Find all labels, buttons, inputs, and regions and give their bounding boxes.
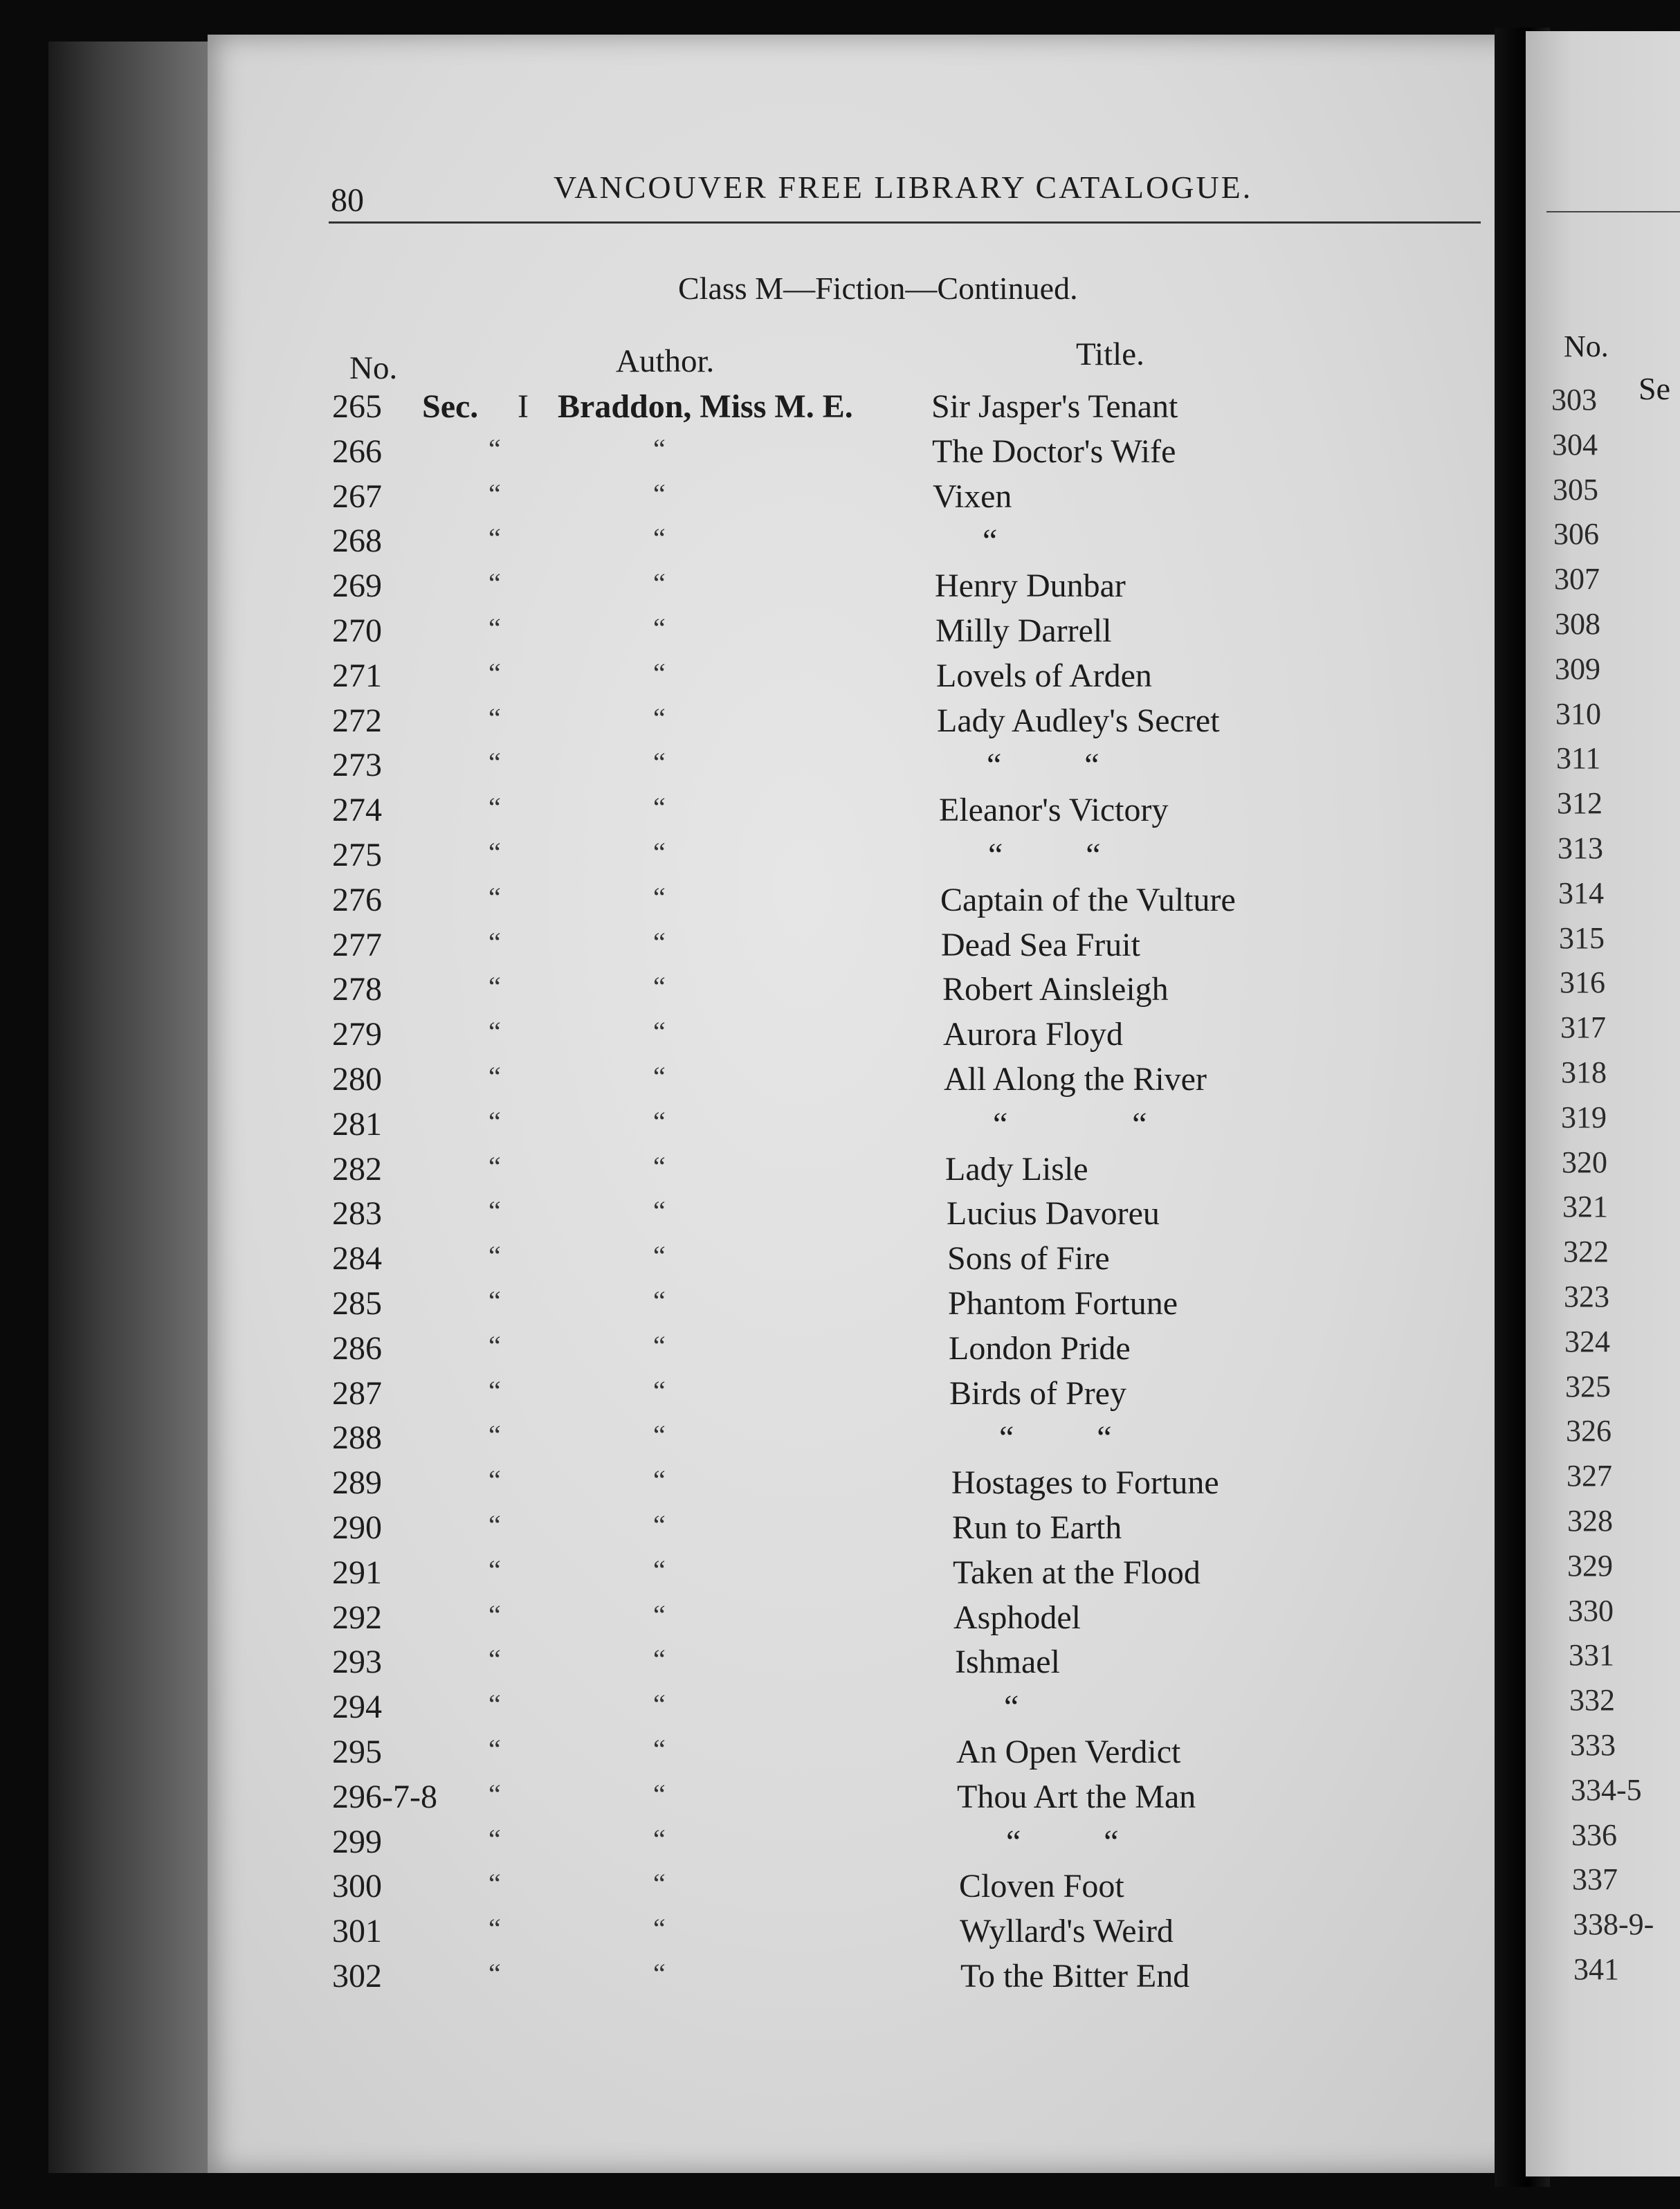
table-row xyxy=(0,1060,1315,1102)
title-ditto: “ “ xyxy=(988,837,1101,873)
entry-title: Taken at the Flood xyxy=(953,1554,1200,1591)
section-ditto: “ xyxy=(489,1151,501,1182)
author-ditto: “ xyxy=(653,971,666,1002)
entry-number: 269 xyxy=(332,567,382,604)
page-number: 80 xyxy=(331,182,364,219)
facing-page-entry-number: 333 xyxy=(1570,1728,1616,1762)
facing-page-entry-number: 321 xyxy=(1562,1190,1608,1224)
author-ditto: “ xyxy=(653,1285,666,1316)
facing-page-entry-number: 310 xyxy=(1555,697,1601,731)
section-ditto: “ xyxy=(489,837,501,868)
author-ditto: “ xyxy=(653,522,666,554)
entry-number: 272 xyxy=(332,702,382,739)
catalogue-title: VANCOUVER FREE LIBRARY CATALOGUE. xyxy=(554,170,1253,205)
entry-title: Milly Darrell xyxy=(935,612,1112,649)
title-ditto: “ “ xyxy=(993,1106,1147,1143)
entry-number: 286 xyxy=(332,1330,382,1367)
facing-page-entry-number: 338-9- xyxy=(1573,1907,1654,1941)
entry-title: Phantom Fortune xyxy=(948,1285,1178,1322)
table-row xyxy=(0,1599,1315,1640)
table-row xyxy=(0,1150,1315,1192)
facing-page-entry-number: 312 xyxy=(1557,786,1603,820)
section-ditto: “ xyxy=(489,657,501,689)
author-ditto: “ xyxy=(653,1240,666,1271)
facing-page-entry-number: 331 xyxy=(1569,1638,1614,1672)
entry-title: All Along the River xyxy=(944,1061,1207,1098)
table-row xyxy=(0,1509,1315,1550)
table-row xyxy=(0,1823,1315,1864)
entry-number: 301 xyxy=(332,1913,382,1949)
table-row xyxy=(0,1688,1315,1729)
author-ditto: “ xyxy=(653,612,666,644)
facing-page-entry-number: 334-5 xyxy=(1571,1773,1642,1807)
author-ditto: “ xyxy=(653,1061,666,1092)
author-ditto: “ xyxy=(653,1734,666,1765)
author-ditto: “ xyxy=(653,657,666,689)
entry-title: Lovels of Arden xyxy=(936,657,1152,694)
section-ditto: “ xyxy=(489,1644,501,1675)
facing-page-entry-number: 308 xyxy=(1555,607,1600,641)
facing-page-entry-number: 325 xyxy=(1565,1370,1611,1403)
section-ditto: “ xyxy=(489,522,501,554)
facing-page-entry-number: 304 xyxy=(1552,428,1598,462)
section-ditto: “ xyxy=(489,882,501,913)
facing-page-column-no: No. xyxy=(1564,329,1609,363)
table-row xyxy=(0,791,1315,833)
facing-page-sec-fragment: Se xyxy=(1638,371,1670,406)
section-ditto: “ xyxy=(489,1330,501,1361)
facing-page-entry-number: 303 xyxy=(1551,383,1597,417)
entry-title: Ishmael xyxy=(955,1644,1060,1680)
facing-page-entry-number: 311 xyxy=(1556,741,1601,775)
entry-number: 296-7-8 xyxy=(332,1779,437,1815)
table-row xyxy=(0,746,1315,788)
author-ditto: “ xyxy=(653,792,666,823)
entry-number: 282 xyxy=(332,1151,382,1188)
entry-number: 291 xyxy=(332,1554,382,1591)
author-ditto: “ xyxy=(653,1868,666,1899)
table-row xyxy=(0,388,1315,429)
entry-number: 276 xyxy=(332,882,382,918)
table-row xyxy=(0,1867,1315,1909)
author-ditto: “ xyxy=(653,1554,666,1585)
entry-number: 284 xyxy=(332,1240,382,1277)
section-ditto: “ xyxy=(489,1509,501,1540)
author-ditto: “ xyxy=(653,1913,666,1944)
entry-number: 270 xyxy=(332,612,382,649)
entry-title: Hostages to Fortune xyxy=(951,1464,1219,1501)
author-ditto: “ xyxy=(653,1599,666,1630)
table-row xyxy=(0,1284,1315,1326)
entry-title: Wyllard's Weird xyxy=(960,1913,1174,1949)
facing-page-entry-number: 337 xyxy=(1572,1862,1618,1896)
title-ditto: “ xyxy=(1004,1689,1019,1725)
facing-page-entry-number: 313 xyxy=(1558,831,1603,865)
section-ditto: “ xyxy=(489,1868,501,1899)
title-ditto: “ xyxy=(983,522,998,559)
author-ditto: “ xyxy=(653,1016,666,1047)
entry-title: Thou Art the Man xyxy=(957,1779,1196,1815)
header-rule xyxy=(329,221,1481,224)
entry-title: Birds of Prey xyxy=(949,1375,1126,1412)
facing-page-entry-number: 317 xyxy=(1560,1010,1606,1044)
table-row xyxy=(0,1239,1315,1281)
section-ditto: “ xyxy=(489,927,501,958)
table-row xyxy=(0,1015,1315,1057)
column-header-author: Author. xyxy=(616,343,715,379)
section-ditto: “ xyxy=(489,478,501,509)
table-row xyxy=(0,433,1315,474)
entry-title: Robert Ainsleigh xyxy=(942,971,1169,1008)
author-ditto: “ xyxy=(653,1375,666,1406)
entry-title: Eleanor's Victory xyxy=(939,792,1169,828)
entry-number: 278 xyxy=(332,971,382,1008)
section-ditto: “ xyxy=(489,971,501,1002)
section-ditto: “ xyxy=(489,1240,501,1271)
author-ditto: “ xyxy=(653,1958,666,1989)
entry-number: 293 xyxy=(332,1644,382,1680)
table-row xyxy=(0,1957,1315,1999)
facing-page-entry-number: 330 xyxy=(1568,1594,1614,1628)
section-ditto: “ xyxy=(489,1554,501,1585)
section-ditto: “ xyxy=(489,792,501,823)
facing-page-entry-number: 305 xyxy=(1553,473,1598,507)
section-ditto: “ xyxy=(489,1375,501,1406)
author-ditto: “ xyxy=(653,702,666,734)
column-header-no: No. xyxy=(349,350,398,386)
facing-page-entry-number: 328 xyxy=(1567,1504,1613,1538)
facing-page-entry-number: 323 xyxy=(1564,1280,1609,1313)
facing-page-entry-number: 341 xyxy=(1573,1952,1619,1986)
section-ditto: “ xyxy=(489,1599,501,1630)
entry-number: 287 xyxy=(332,1375,382,1412)
table-row xyxy=(0,1464,1315,1505)
entry-number: 268 xyxy=(332,522,382,559)
entry-title: Lucius Davoreu xyxy=(947,1195,1160,1232)
entry-author: Braddon, Miss M. E. xyxy=(558,388,853,425)
facing-page-entry-number: 320 xyxy=(1562,1145,1607,1179)
table-row xyxy=(0,881,1315,922)
facing-page-entry-number: 332 xyxy=(1569,1683,1615,1717)
entry-title: Sons of Fire xyxy=(947,1240,1110,1277)
entry-title: Aurora Floyd xyxy=(943,1016,1123,1053)
author-ditto: “ xyxy=(653,1509,666,1540)
author-ditto: “ xyxy=(653,567,666,599)
section-ditto: “ xyxy=(489,1061,501,1092)
section-ditto: “ xyxy=(489,702,501,734)
entry-title: To the Bitter End xyxy=(960,1958,1190,1994)
facing-page-entry-number: 318 xyxy=(1561,1055,1607,1089)
table-row xyxy=(0,1733,1315,1774)
section-ditto: “ xyxy=(489,1464,501,1496)
table-row xyxy=(0,1554,1315,1595)
section-ditto: “ xyxy=(489,1419,501,1451)
entry-number: 281 xyxy=(332,1106,382,1143)
author-ditto: “ xyxy=(653,1330,666,1361)
table-row xyxy=(0,1778,1315,1819)
facing-page-rule xyxy=(1546,211,1680,212)
entry-number: 267 xyxy=(332,478,382,515)
section-ditto: “ xyxy=(489,747,501,778)
author-ditto: “ xyxy=(653,1151,666,1182)
table-row xyxy=(0,478,1315,519)
facing-page-entry-number: 322 xyxy=(1563,1235,1609,1269)
table-row xyxy=(0,836,1315,878)
author-ditto: “ xyxy=(653,927,666,958)
table-row xyxy=(0,970,1315,1012)
entry-title: Dead Sea Fruit xyxy=(941,927,1140,963)
facing-page-entry-number: 319 xyxy=(1561,1100,1607,1134)
entry-title: Vixen xyxy=(933,478,1012,515)
author-ditto: “ xyxy=(653,1106,666,1137)
section-ditto: “ xyxy=(489,1913,501,1944)
entry-title: London Pride xyxy=(949,1330,1131,1367)
facing-page-entry-number: 324 xyxy=(1564,1325,1610,1358)
table-row xyxy=(0,1643,1315,1684)
table-row xyxy=(0,926,1315,967)
entry-number: 299 xyxy=(332,1824,382,1860)
table-row xyxy=(0,1912,1315,1954)
section-ditto: “ xyxy=(489,1824,501,1855)
class-heading: Class M—Fiction—Continued. xyxy=(678,271,1078,306)
entry-number: 277 xyxy=(332,927,382,963)
facing-page-entry-number: 329 xyxy=(1567,1549,1613,1583)
entry-number: 279 xyxy=(332,1016,382,1053)
table-row xyxy=(0,1194,1315,1236)
entry-number: 271 xyxy=(332,657,382,694)
entry-number: 280 xyxy=(332,1061,382,1098)
entry-number: 294 xyxy=(332,1689,382,1725)
entry-title: Asphodel xyxy=(953,1599,1081,1636)
section-ditto: “ xyxy=(489,1734,501,1765)
entry-number: 302 xyxy=(332,1958,382,1994)
facing-page-entry-number: 336 xyxy=(1571,1818,1617,1852)
section-ditto: “ xyxy=(489,433,501,464)
entry-title: Sir Jasper's Tenant xyxy=(931,388,1178,425)
section-ditto: “ xyxy=(489,612,501,644)
table-row xyxy=(0,1419,1315,1460)
entry-number: 266 xyxy=(332,433,382,470)
author-ditto: “ xyxy=(653,747,666,778)
facing-page-entry-number: 315 xyxy=(1559,921,1605,955)
table-row xyxy=(0,1105,1315,1147)
column-header-title: Title. xyxy=(1076,336,1144,372)
entry-section: Sec. xyxy=(422,388,479,425)
author-ditto: “ xyxy=(653,1195,666,1226)
entry-number: 290 xyxy=(332,1509,382,1546)
entry-title: Captain of the Vulture xyxy=(940,882,1236,918)
entry-title: Lady Lisle xyxy=(945,1151,1088,1188)
facing-page-entry-number: 327 xyxy=(1567,1459,1612,1493)
section-ditto: “ xyxy=(489,1106,501,1137)
entry-number: 275 xyxy=(332,837,382,873)
author-ditto: “ xyxy=(653,1644,666,1675)
entry-number: 274 xyxy=(332,792,382,828)
table-row xyxy=(0,522,1315,563)
section-ditto: “ xyxy=(489,1016,501,1047)
table-row xyxy=(0,1374,1315,1416)
table-row xyxy=(0,567,1315,608)
running-head xyxy=(325,159,1467,219)
author-ditto: “ xyxy=(653,837,666,868)
entry-title: Lady Audley's Secret xyxy=(937,702,1220,739)
entry-number: 265 xyxy=(332,388,382,425)
entry-number: 285 xyxy=(332,1285,382,1322)
title-ditto: “ “ xyxy=(987,747,1099,783)
facing-page-entry-number: 316 xyxy=(1560,965,1605,999)
entry-title: Run to Earth xyxy=(952,1509,1122,1546)
author-ditto: “ xyxy=(653,1419,666,1451)
table-row xyxy=(0,657,1315,698)
section-ditto: “ xyxy=(489,567,501,599)
section-ditto: “ xyxy=(489,1779,501,1810)
facing-page-entry-number: 309 xyxy=(1555,652,1600,686)
section-ditto: “ xyxy=(489,1195,501,1226)
title-ditto: “ “ xyxy=(999,1419,1112,1456)
entry-title: Henry Dunbar xyxy=(935,567,1126,604)
entry-title: The Doctor's Wife xyxy=(932,433,1176,470)
entry-number: 289 xyxy=(332,1464,382,1501)
entry-number: 300 xyxy=(332,1868,382,1905)
section-ditto: “ xyxy=(489,1689,501,1720)
section-ditto: “ xyxy=(489,1285,501,1316)
facing-page-entry-number: 326 xyxy=(1566,1414,1611,1448)
facing-page-entry-number: 306 xyxy=(1553,517,1599,551)
entry-number: 273 xyxy=(332,747,382,783)
author-ditto: “ xyxy=(653,1689,666,1720)
table-row xyxy=(0,702,1315,743)
author-ditto: “ xyxy=(653,433,666,464)
author-ditto: “ xyxy=(653,1464,666,1496)
entry-number: 288 xyxy=(332,1419,382,1456)
facing-page-entry-number: 307 xyxy=(1554,562,1600,596)
entry-title: An Open Verdict xyxy=(956,1734,1181,1770)
title-ditto: “ “ xyxy=(1006,1824,1119,1860)
author-ditto: “ xyxy=(653,882,666,913)
entry-title: Cloven Foot xyxy=(959,1868,1124,1905)
author-ditto: “ xyxy=(653,1824,666,1855)
entry-number: 292 xyxy=(332,1599,382,1636)
author-ditto: “ xyxy=(653,1779,666,1810)
table-row xyxy=(0,1329,1315,1371)
entry-number: 283 xyxy=(332,1195,382,1232)
entry-number: 295 xyxy=(332,1734,382,1770)
author-ditto: “ xyxy=(653,478,666,509)
facing-page-entry-number: 314 xyxy=(1558,876,1604,910)
entry-section-number: I xyxy=(518,388,529,425)
section-ditto: “ xyxy=(489,1958,501,1989)
table-row xyxy=(0,612,1315,653)
